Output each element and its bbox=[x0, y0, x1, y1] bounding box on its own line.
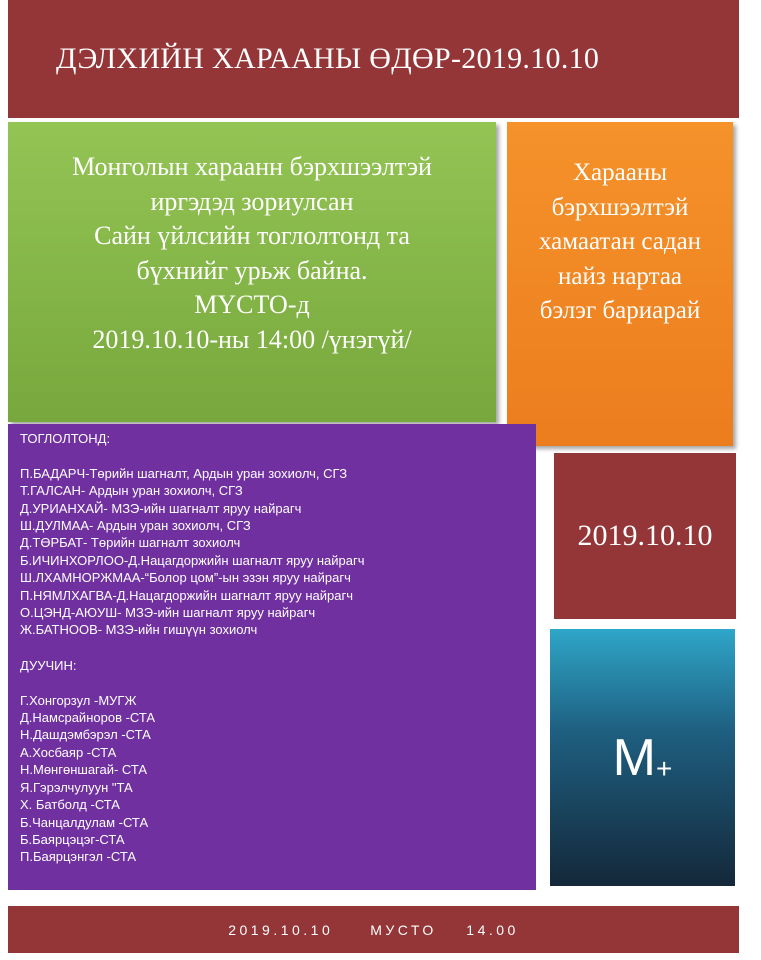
footer-text: 2019.10.10 МУСТО 14.00 bbox=[228, 921, 519, 938]
poster-header bbox=[8, 0, 739, 118]
performer-item: Б.ИЧИНХОРЛОО-Д.Нацагдоржийн шагналт яруу найрагч bbox=[20, 552, 365, 568]
singer-item: А.Хосбаяр -СТА bbox=[20, 744, 117, 760]
performer-item: Ш.ЛХАМНОРЖМАА-“Болор цом”-ын эзэн яруу найрагч bbox=[20, 570, 351, 586]
poster-footer bbox=[8, 906, 739, 953]
gift-line: бэрхшээлтэй bbox=[551, 193, 689, 221]
singer-item: Я.Гэрэлчулуун "ТА bbox=[20, 779, 133, 795]
performer-item: Т.ГАЛСАН- Ардын уран зохиолч, СГЗ bbox=[20, 483, 243, 499]
performer-item: П.БАДАРЧ-Төрийн шагналт, Ардын уран зохиолч, СГЗ bbox=[20, 465, 348, 481]
singer-item: Х. Батболд -СТА bbox=[20, 797, 120, 813]
gift-panel bbox=[507, 122, 733, 446]
date-panel bbox=[554, 453, 736, 619]
invitation-line: бүхнийг урьж байна. bbox=[136, 255, 368, 285]
gift-line: Харааны bbox=[572, 159, 668, 186]
event-date: 2019.10.10 bbox=[577, 519, 713, 552]
singer-item: Н.Мөнгөншагай- СТА bbox=[20, 762, 148, 778]
logo-plus: + bbox=[655, 752, 673, 784]
gift-line: бэлэг бариарай bbox=[539, 297, 701, 324]
mplus-logo bbox=[550, 629, 735, 886]
invitation-line: Монголын хараанн бэрхшээлтэй bbox=[72, 152, 432, 181]
invitation-panel bbox=[8, 122, 496, 422]
singer-item: Д.Намсрайноров -СТА bbox=[20, 710, 156, 726]
singer-item: Б.Чанцалдулам -СТА bbox=[20, 814, 149, 830]
performer-item: П.НЯМЛХАГВА-Д.Нацагдоржийн шагналт яруу найрагч bbox=[20, 587, 353, 603]
performer-item: Д.УРИАНХАЙ- МЗЭ-ийн шагналт яруу найрагч bbox=[20, 500, 302, 516]
singer-item: Г.Хонгорзул -МУГЖ bbox=[20, 692, 137, 708]
performer-item: Ш.ДУЛМАА- Ардын уран зохиолч, СГЗ bbox=[20, 518, 251, 534]
performers-heading: ТОГЛОЛТОНД: bbox=[20, 431, 111, 446]
performer-item: Ж.БАТНООВ- МЗЭ-ийн гишүүн зохиолч bbox=[20, 622, 258, 638]
singer-item: П.Баярцэнгэл -СТА bbox=[20, 849, 136, 865]
logo-letter: M bbox=[612, 728, 656, 787]
performer-item: Д.ТӨРБАТ- Төрийн шагналт зохиолч bbox=[20, 535, 241, 551]
singer-item: Н.Дашдэмбэрэл -СТА bbox=[20, 727, 151, 743]
invitation-line: МҮСТО-д bbox=[194, 290, 310, 319]
singers-heading: ДУУЧИН: bbox=[20, 657, 77, 673]
poster-title: ДЭЛХИЙН ХАРААНЫ ӨДӨР-2019.10.10 bbox=[56, 42, 600, 75]
invitation-line: иргэдэд зориулсан bbox=[150, 186, 354, 216]
singer-item: Б.Баярцэцэг-СТА bbox=[20, 831, 125, 847]
invitation-line: Сайн үйлсийн тоглолтонд та bbox=[94, 221, 410, 250]
lineup-panel bbox=[8, 424, 536, 890]
gift-line: хамаатан садан bbox=[538, 228, 702, 255]
gift-line: найз нартаа bbox=[557, 262, 683, 290]
invitation-line: 2019.10.10-ны 14:00 /үнэгүй/ bbox=[92, 324, 412, 354]
performer-item: О.ЦЭНД-АЮУШ- МЗЭ-ийн шагналт яруу найрагч bbox=[20, 605, 316, 621]
